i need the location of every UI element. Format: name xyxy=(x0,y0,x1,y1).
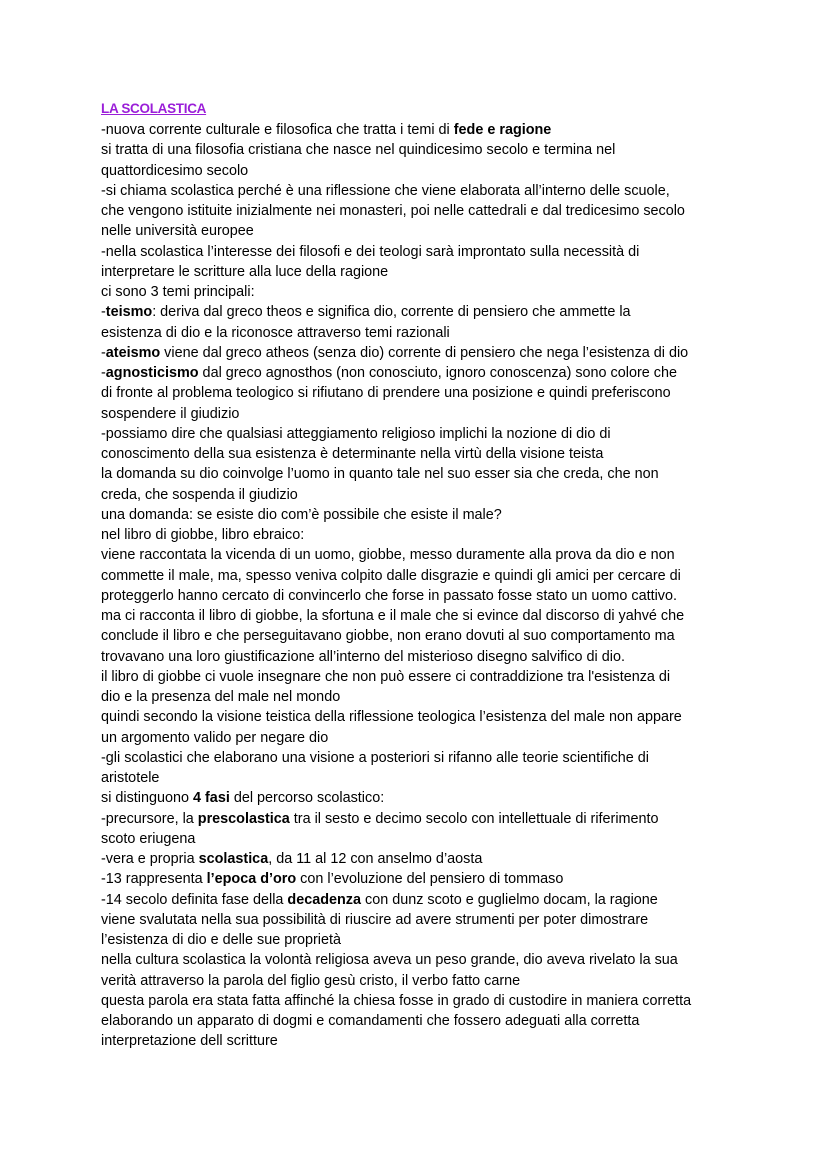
text-run: dio e la presenza del male nel mondo xyxy=(101,689,341,705)
text-line xyxy=(101,485,741,505)
text-line xyxy=(101,140,741,160)
text-line xyxy=(101,869,741,889)
text-line xyxy=(101,626,741,646)
text-run: interpretare le scritture alla luce della ragione xyxy=(101,263,389,280)
text-line xyxy=(101,1031,741,1051)
text-line xyxy=(101,404,741,424)
text-run: viene raccontata la vicenda di un uomo, giobbe, messo duramente alla prova da dio e non xyxy=(101,547,675,564)
text-line xyxy=(101,566,741,586)
text-line xyxy=(101,383,741,403)
text-run: : deriva dal greco theos e significa dio, corrente di pensiero che ammette la xyxy=(152,304,631,321)
text-line xyxy=(101,242,741,262)
text-run: creda, che sospenda il giudizio xyxy=(101,486,298,503)
text-run: una domanda: se esiste dio com’è possibile che esiste il male? xyxy=(101,506,502,523)
document-page xyxy=(101,100,741,1052)
text-line xyxy=(101,302,741,322)
text-run: esistenza di dio e la riconosce attraverso temi razionali xyxy=(101,324,450,341)
text-run: , da 11 al 12 con anselmo d’aosta xyxy=(268,851,483,867)
text-run: -nuova corrente culturale e filosofica che tratta i temi di xyxy=(101,122,454,138)
text-run: scoto eriugena xyxy=(101,830,196,847)
text-run: - xyxy=(101,304,106,321)
text-line xyxy=(101,707,741,727)
text-run: nelle università europee xyxy=(101,223,254,240)
text-run: l’esistenza di dio e delle sue proprietà xyxy=(101,932,341,948)
text-line xyxy=(101,829,741,849)
text-run: proteggerlo hanno cercato di convincerlo che forse in passato fosse stato un uomo cattivo. xyxy=(101,587,677,604)
text-line xyxy=(101,323,741,343)
text-line xyxy=(101,768,741,788)
text-run: con l’evoluzione del pensiero di tommaso xyxy=(296,871,564,888)
text-run: si distinguono xyxy=(101,790,194,807)
text-line xyxy=(101,950,741,970)
text-line xyxy=(101,545,741,565)
text-line xyxy=(101,1011,741,1031)
text-run: questa parola era stata fatta affinché la chiesa fosse in grado di custodire in maniera corretta xyxy=(101,992,692,1009)
text-run: -possiamo dire che qualsiasi atteggiamento religioso implichi la nozione di dio di xyxy=(101,425,611,442)
text-line xyxy=(101,161,741,181)
text-line xyxy=(101,424,741,444)
text-run: commette il male, ma, spesso veniva colpito dalle disgrazie e quindi gli amici per cercare di xyxy=(101,567,681,584)
text-line xyxy=(101,606,741,626)
bold-term: agnosticismo xyxy=(105,365,199,381)
text-line xyxy=(101,809,741,829)
text-line xyxy=(101,849,741,869)
text-line xyxy=(101,525,741,545)
text-run: -nella scolastica l’interesse dei filosofi e dei teologi sarà improntato sulla necessità di xyxy=(101,243,640,260)
text-run: -gli scolastici che elaborano una visione a posteriori si rifanno alle teorie scientifiche di xyxy=(101,749,649,766)
text-line xyxy=(101,890,741,910)
text-line xyxy=(101,464,741,484)
text-line xyxy=(101,343,741,363)
text-line xyxy=(101,910,741,930)
text-line xyxy=(101,201,741,221)
text-run: tra il sesto e decimo secolo con intellettuale di riferimento xyxy=(289,810,659,827)
text-line xyxy=(101,930,741,950)
text-run: conoscimento della sua esistenza è determinante nella virtù della visione teista xyxy=(101,446,604,462)
text-run: nella cultura scolastica la volontà religiosa aveva un peso grande, dio aveva rivelato la sua xyxy=(101,952,678,969)
text-run: -13 rappresenta xyxy=(101,871,207,888)
document-body xyxy=(101,120,741,1052)
text-line xyxy=(101,363,741,383)
text-run: un argomento valido per negare dio xyxy=(101,729,329,746)
text-run: del percorso scolastico: xyxy=(229,790,385,807)
text-run: viene dal greco atheos (senza dio) corrente di pensiero che nega l’esistenza di dio xyxy=(160,344,689,361)
text-run: la domanda su dio coinvolge l’uomo in quanto tale nel suo esser sia che creda, che non xyxy=(101,466,659,483)
text-line xyxy=(101,505,741,525)
text-run: -vera e propria xyxy=(101,851,199,867)
text-run: che vengono istituite inizialmente nei monasteri, poi nelle cattedrali e dal tredicesimo secolo xyxy=(101,203,685,219)
bold-term: prescolastica xyxy=(197,810,290,827)
text-run: quindi secondo la visione teistica della riflessione teologica l’esistenza del male non appare xyxy=(101,709,682,726)
text-run: ci sono 3 temi principali: xyxy=(101,284,255,300)
text-line xyxy=(101,991,741,1011)
text-run: di fronte al problema teologico si rifiutano di prendere una posizione e quindi preferiscono xyxy=(101,385,671,402)
text-line xyxy=(101,667,741,687)
text-run: sospendere il giudizio xyxy=(101,405,240,422)
text-line xyxy=(101,262,741,282)
text-line xyxy=(101,647,741,667)
text-run: -si chiama scolastica perché è una riflessione che viene elaborata all’interno delle scuole, xyxy=(101,182,670,199)
text-run: ma ci racconta il libro di giobbe, la sfortuna e il male che si evince dal discorso di yahvé che xyxy=(101,608,685,624)
text-line xyxy=(101,181,741,201)
text-line xyxy=(101,748,741,768)
text-run: verità attraverso la parola del figlio gesù cristo, il verbo fatto carne xyxy=(101,972,521,989)
text-run: viene svalutata nella sua possibilità di riuscire ad avere strumenti per poter dimostrare xyxy=(101,911,649,928)
text-line xyxy=(101,444,741,464)
text-run: dal greco agnosthos (non conosciuto, ignoro conoscenza) sono colore che xyxy=(198,365,677,381)
bold-term: decadenza xyxy=(287,891,361,908)
text-line xyxy=(101,971,741,991)
text-run: - xyxy=(101,365,106,381)
text-line xyxy=(101,221,741,241)
bold-term: ateismo xyxy=(105,344,161,361)
text-line xyxy=(101,687,741,707)
bold-term: l’epoca d’oro xyxy=(206,871,297,888)
text-run: aristotele xyxy=(101,770,160,786)
text-line xyxy=(101,728,741,748)
text-line xyxy=(101,788,741,808)
bold-term: 4 fasi xyxy=(193,790,230,807)
bold-term: teismo xyxy=(105,304,153,321)
bold-term: fede e ragione xyxy=(453,122,552,138)
text-run: trovavano una loro giustificazione all’interno del misterioso disegno salvifico di dio. xyxy=(101,648,625,665)
text-line xyxy=(101,120,741,140)
text-run: quattordicesimo secolo xyxy=(101,162,249,179)
text-run: con dunz scoto e guglielmo docam, la ragione xyxy=(361,891,658,908)
bold-term: scolastica xyxy=(198,851,269,867)
text-run: - xyxy=(101,344,106,361)
document-title: LA SCOLASTICA xyxy=(101,101,207,116)
text-run: elaborando un apparato di dogmi e comandamenti che fossero adeguati alla corretta xyxy=(101,1013,640,1029)
text-run: si tratta di una filosofia cristiana che nasce nel quindicesimo secolo e termina nel xyxy=(101,142,616,159)
text-run: conclude il libro e che perseguitavano giobbe, non erano dovuti al suo comportamento ma xyxy=(101,628,675,645)
text-line xyxy=(101,282,741,302)
text-line xyxy=(101,586,741,606)
text-run: -14 secolo definita fase della xyxy=(101,891,288,908)
text-run: -precursore, la xyxy=(101,810,198,827)
text-run: il libro di giobbe ci vuole insegnare che non può essere ci contraddizione tra l'esistenza di xyxy=(101,668,671,685)
text-run: interpretazione dell scritture xyxy=(101,1033,278,1050)
text-run: nel libro di giobbe, libro ebraico: xyxy=(101,527,305,543)
